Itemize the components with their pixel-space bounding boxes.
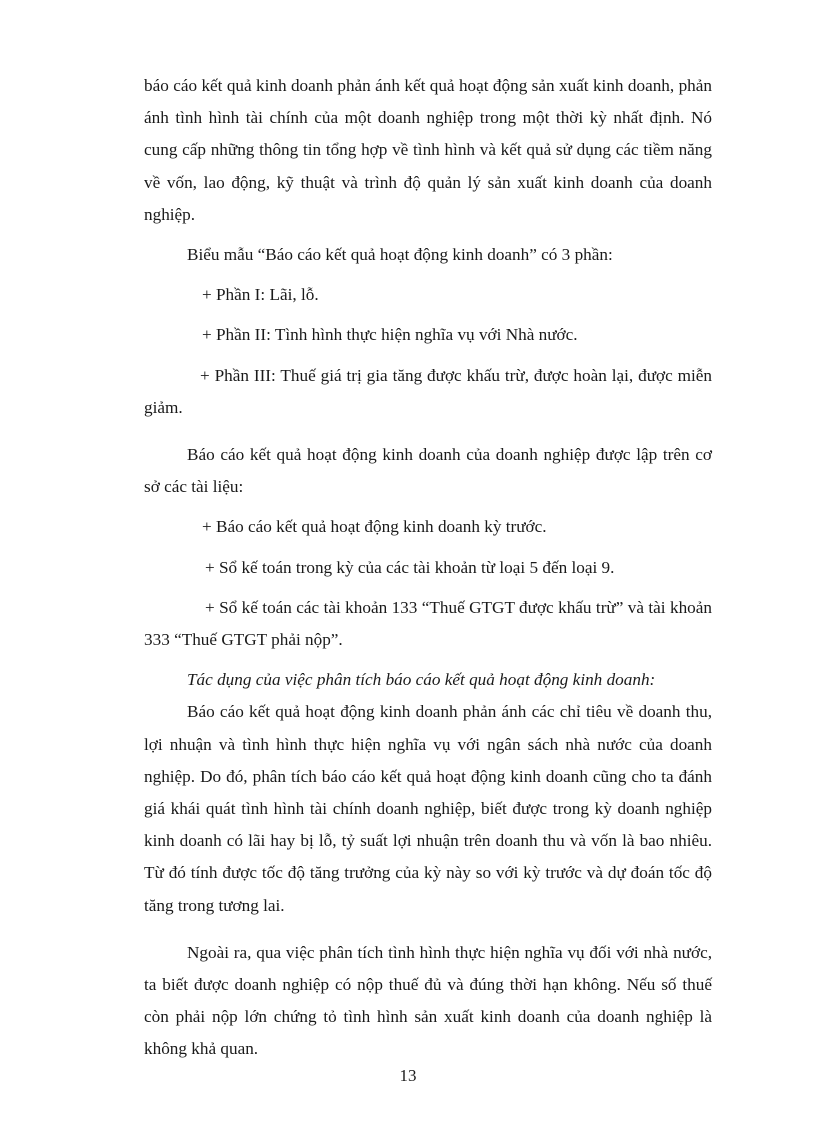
list-item-source-2: + Sổ kế toán trong kỳ của các tài khoản từ loại 5 đến loại 9. [205,557,615,577]
paragraph-sources: Báo cáo kết quả hoạt động kinh doanh của doanh nghiệp được lập trên cơ sở các tài liệu: [144,445,712,497]
paragraph-intro: báo cáo kết quả kinh doanh phản ánh kết quả hoạt động sản xuất kinh doanh, phản ánh tình hình tài chính của một doanh nghiệp trong một thời kỳ nhất định. Nó cung cấp những thông tin tổng hợp về tình hình và kết quả sử dụng các tiềm năng về vốn, lao động, kỹ thuật và trình độ quản lý sản xuất kinh doanh của doanh nghiệp. [144,76,712,224]
paragraph-tax-obligations: Ngoài ra, qua việc phân tích tình hình thực hiện nghĩa vụ đối với nhà nước, ta biết được doanh nghiệp có nộp thuế đủ và đúng thời hạn không. Nếu số thuế còn phải nộp lớn chứng tỏ tình hình sản xuất kinh doanh của doanh nghiệp là không khả quan. [144,942,712,1059]
page-number: 13 [399,1066,417,1085]
list-item-source-1: + Báo cáo kết quả hoạt động kinh doanh kỳ trước. [202,517,547,537]
list-item-part-3: + Phần III: Thuế giá trị gia tăng được khấu trừ, được hoàn lại, được miễn giảm. [144,365,712,417]
page-body [144,70,712,1066]
list-item-part-2: + Phần II: Tình hình thực hiện nghĩa vụ với Nhà nước. [202,325,578,345]
paragraph-form-parts: Biểu mẫu “Báo cáo kết quả hoạt động kinh doanh” có 3 phần: [187,245,613,265]
list-item-part-1: + Phần I: Lãi, lỗ. [202,285,319,305]
paragraph-effects: Báo cáo kết quả hoạt động kinh doanh phản ánh các chỉ tiêu về doanh thu, lợi nhuận và tình hình thực hiện nghĩa vụ với ngân sách nhà nước của doanh nghiệp. Do đó, phân tích báo cáo kết quả hoạt động kinh doanh cũng cho ta đánh giá khái quát tình hình tài chính doanh nghiệp, biết được trong kỳ doanh nghiệp kinh doanh có lãi hay bị lỗ, tỷ suất lợi nhuận trên doanh thu và vốn là bao nhiêu. Từ đó tính được tốc độ tăng trưởng của kỳ này so với kỳ trước và dự đoán tốc độ tăng trong tương lai. [144,702,712,915]
list-item-source-3: + Sổ kế toán các tài khoản 133 “Thuế GTGT được khấu trừ” và tài khoản 333 “Thuế GTGT phải nộp”. [144,597,712,650]
section-heading-effects: Tác dụng của việc phân tích báo cáo kết quả hoạt động kinh doanh: [187,670,656,690]
